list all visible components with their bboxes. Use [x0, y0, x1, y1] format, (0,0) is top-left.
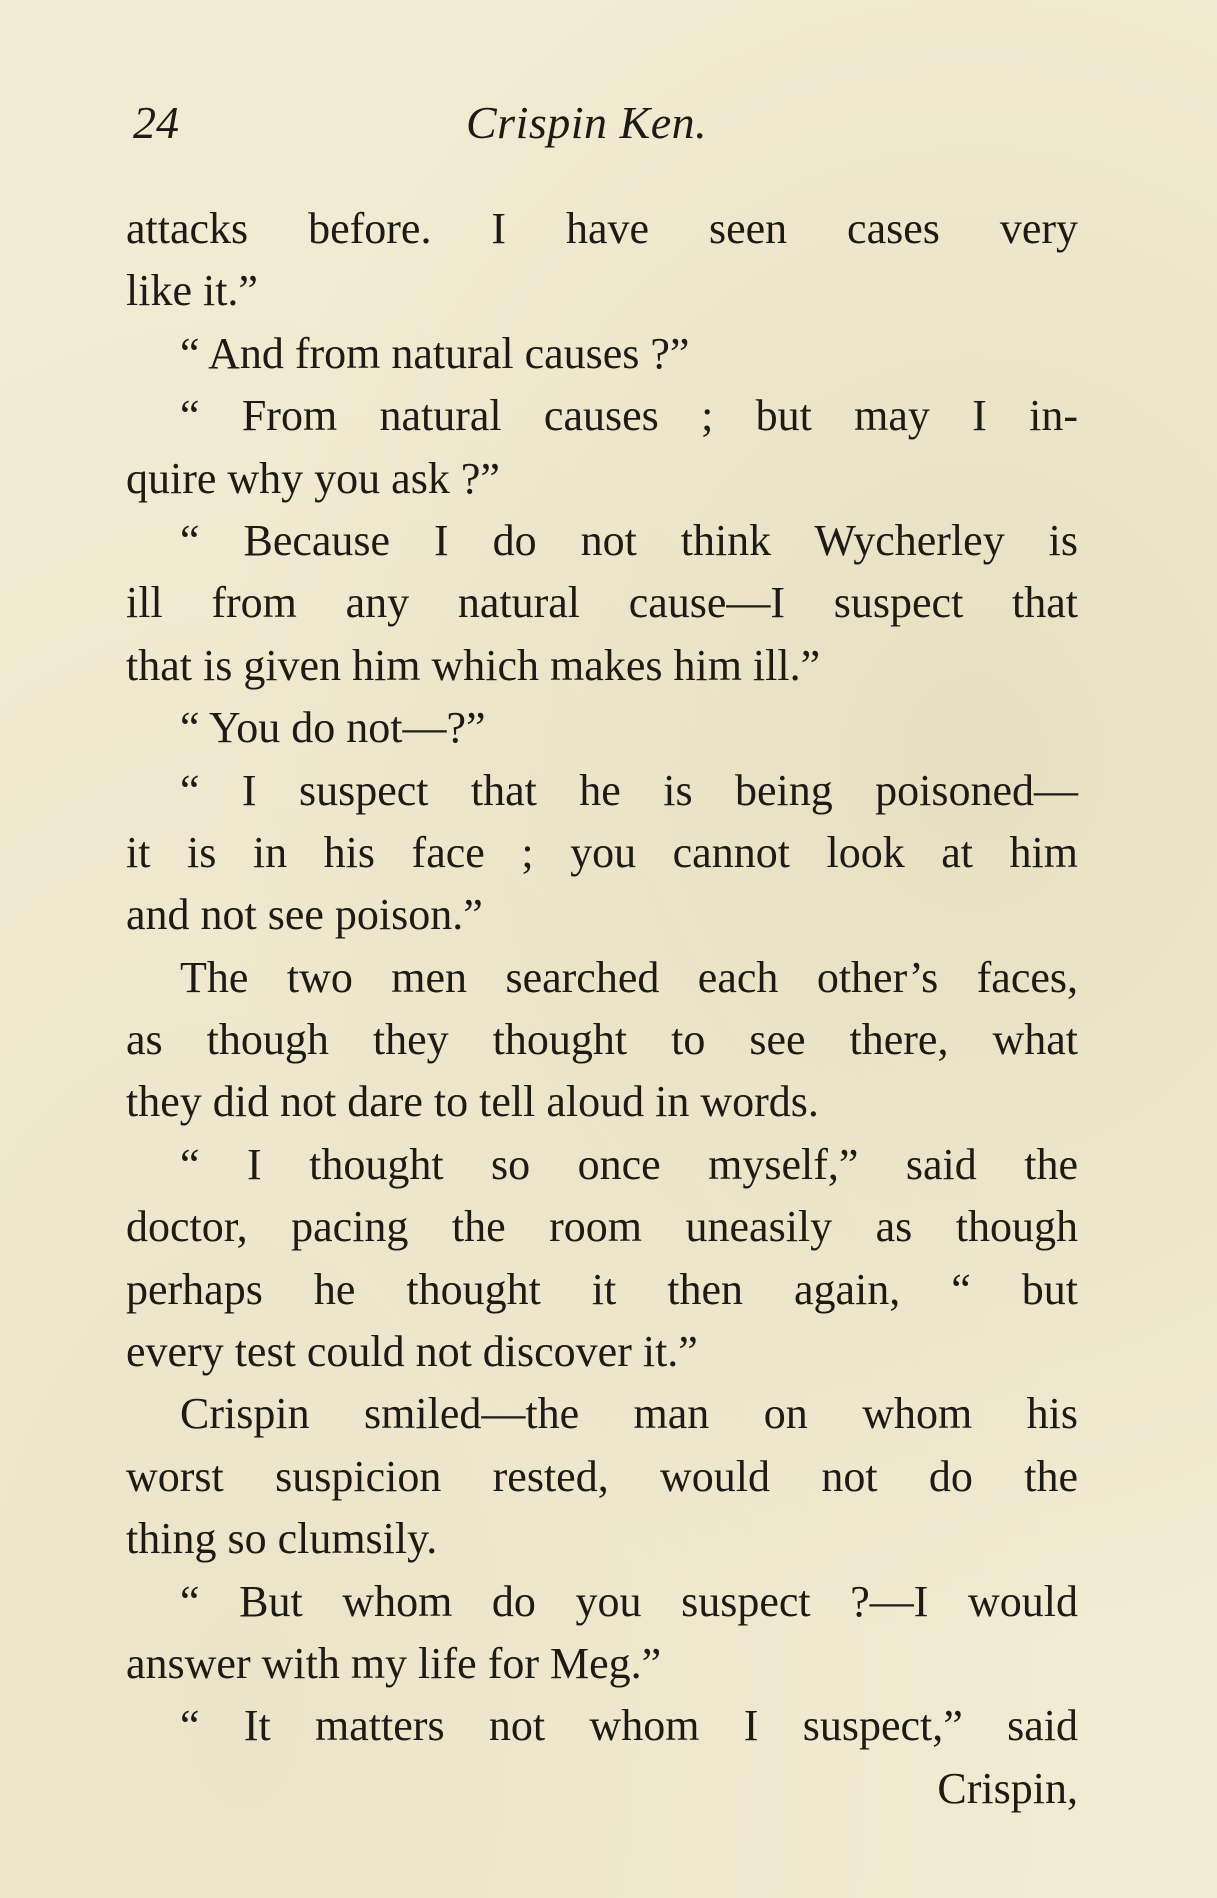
body-text [126, 198, 1078, 1820]
text-line: “ From natural causes ; but may I in- [180, 391, 1078, 441]
text-line: attacks before. I have seen cases very [126, 204, 1078, 253]
page-number: 24 [133, 97, 179, 148]
text-line: thing so clumsily. [126, 1514, 438, 1564]
text-line: ill from any natural cause—I suspect that [126, 578, 1078, 628]
text-line: “ But whom do you suspect ?—I would [180, 1576, 1078, 1626]
running-title: Crispin Ken. [466, 97, 708, 148]
page-header [0, 88, 1217, 158]
text-line: “ You do not—?” [180, 703, 486, 753]
text-line: “ I suspect that he is being poisoned— [180, 765, 1078, 815]
text-line: doctor, pacing the room uneasily as though [126, 1202, 1078, 1252]
text-line: Crispin, [937, 1763, 1078, 1813]
text-line: answer with my life for Meg.” [126, 1638, 662, 1688]
text-line: that is given him which makes him ill.” [126, 640, 821, 690]
text-line: as though they thought to see there, what [126, 1015, 1078, 1065]
text-line: “ It matters not whom I suspect,” said [180, 1701, 1078, 1751]
text-line: and not see poison.” [126, 890, 483, 940]
text-line: like it.” [126, 266, 258, 316]
text-line: quire why you ask ?” [126, 453, 500, 503]
text-line: perhaps he thought it then again, “ but [126, 1264, 1078, 1314]
text-line: it is in his face ; you cannot look at him [126, 827, 1078, 877]
text-line: they did not dare to tell aloud in words. [126, 1077, 819, 1127]
text-line: “ Because I do not think Wycherley is [180, 515, 1078, 565]
text-line: The two men searched each other’s faces, [180, 952, 1078, 1002]
text-line: every test could not discover it.” [126, 1327, 698, 1377]
text-line: Crispin smiled—the man on whom his [180, 1389, 1078, 1439]
text-line: “ I thought so once myself,” said the [180, 1139, 1078, 1189]
text-line: “ And from natural causes ?” [180, 328, 690, 378]
text-line: worst suspicion rested, would not do the [126, 1451, 1078, 1501]
